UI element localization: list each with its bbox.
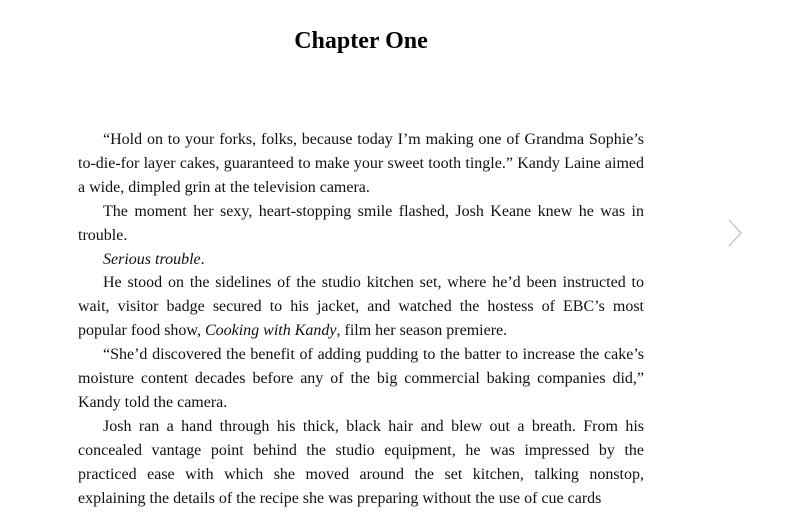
paragraph: “She’d discovered the benefit of adding pudding to the batter to increase the cake’s moisture content decades before any of the big commercial baking companies did,” Kandy told the camera. (78, 346, 644, 411)
paragraph: The moment her sexy, heart-stopping smile flashed, Josh Keane knew he was in trouble. (78, 202, 644, 244)
paragraph-text: . (200, 250, 205, 268)
italic-text: Cooking with Kandy (204, 322, 337, 340)
next-page-button[interactable] (724, 217, 748, 249)
chapter-body (78, 128, 644, 511)
paragraph (78, 271, 644, 343)
paragraph: Josh ran a hand through his thick, black hair and blew out a breath. From his concealed vantage point behind the studio equipment, he was impressed by the practiced ease with which she moved around the set kitchen, talking nonstop, explaining the details of the recipe she was preparing without the use of cue cards (78, 417, 644, 507)
paragraph-text: He stood on the sidelines of the studio kitchen set, where he’d been instructed to wait, visitor badge secured to his jacket, and watched the hostess of EBC’s most popular food show, (78, 274, 644, 340)
italic-text: Serious trouble (103, 250, 201, 268)
paragraph: “Hold on to your forks, folks, because today I’m making one of Grandma Sophie’s to-die-for layer cakes, guaranteed to make your sweet tooth tingle.” Kandy Laine aimed a wide, dimpled grin at the television camera. (78, 131, 644, 196)
paragraph-text: , film her season premiere. (336, 322, 508, 340)
chapter-title: Chapter One (294, 28, 428, 54)
paragraph (78, 248, 644, 272)
chevron-right-icon (724, 217, 748, 249)
